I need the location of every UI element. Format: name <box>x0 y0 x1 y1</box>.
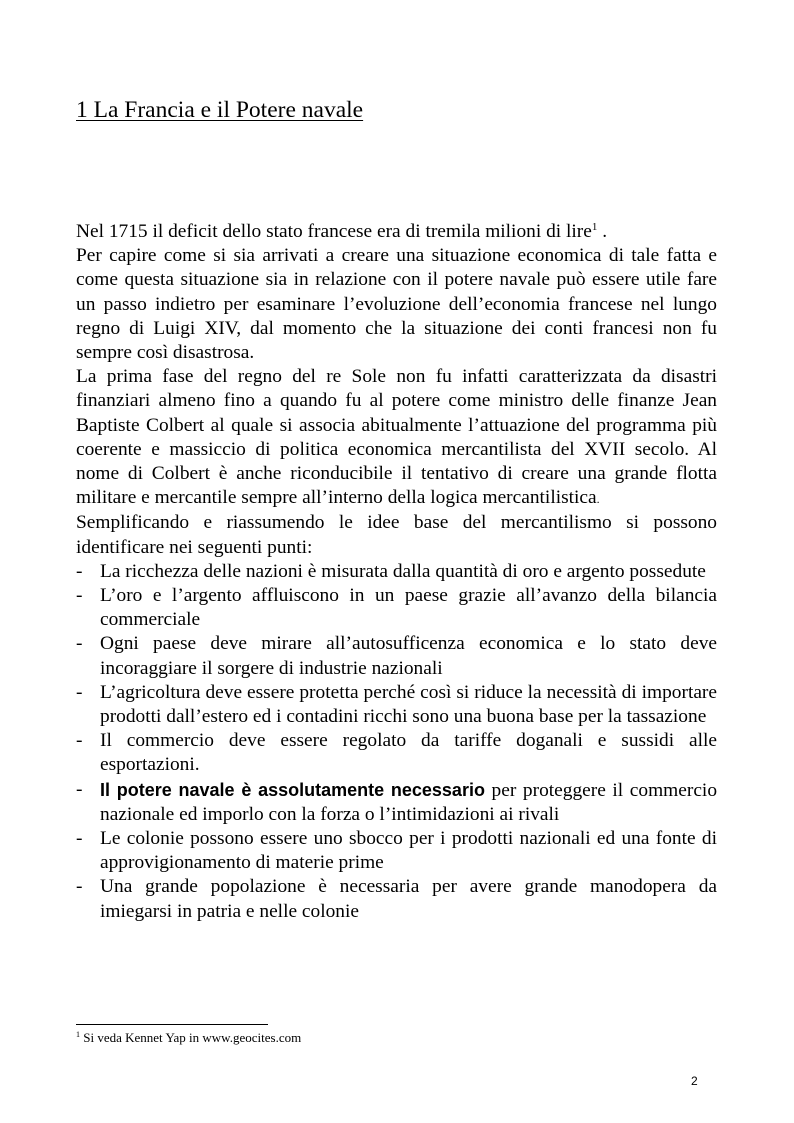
list-item <box>76 875 717 923</box>
list-dash: - <box>76 730 83 752</box>
list-dash: - <box>76 778 83 800</box>
list-item-text: Una grande popolazione è necessaria per avere grande manodopera da imiegarsi in patria e nelle colonie <box>100 876 717 922</box>
list-item-text: L’agricoltura deve essere protetta perché così si riduce la necessità di importare prodotti dall’estero ed i contadini ricchi sono una buona base per la tassazione <box>100 681 717 728</box>
footnote <box>76 1030 301 1046</box>
list-item-emphasis <box>76 778 717 827</box>
list-dash: - <box>76 681 83 703</box>
list-item <box>76 584 717 632</box>
paragraph <box>76 365 717 511</box>
intro-end: . <box>597 221 608 242</box>
list-item-text: Le colonie possono essere uno sbocco per i prodotti nazionali ed una fonte di approvigionamento di materie prime <box>100 828 717 874</box>
list-item <box>76 729 717 777</box>
mercantilism-points-list <box>76 560 717 924</box>
footnote-separator <box>76 1024 268 1025</box>
intro-paragraph <box>76 220 717 244</box>
bold-phrase: Il potere navale è assolutamente necessario <box>100 779 485 800</box>
footnote-text: Si veda Kennet Yap in www.geocites.com <box>80 1030 302 1045</box>
list-item-text: L’oro e l’argento affluiscono in un paese grazie all’avanzo della bilancia commerciale <box>100 585 717 631</box>
page-number: 2 <box>691 1074 698 1088</box>
list-intro: Semplificando e riassumendo le idee base del mercantilismo si possono identificare nei seguenti punti: <box>76 512 717 558</box>
list-item <box>76 632 717 680</box>
body-text <box>76 220 717 924</box>
list-item-text: Il commercio deve essere regolato da tariffe doganali e sussidi alle esportazioni. <box>100 730 717 776</box>
list-dash: - <box>76 585 83 607</box>
paragraph-end-dot: . <box>596 492 600 507</box>
list-item-text: Ogni paese deve mirare all’autosufficenza economica e lo stato deve incoraggiare il sorgere di industrie nazionali <box>100 633 717 679</box>
paragraph: Per capire come si sia arrivati a creare una situazione economica di tale fatta e come questa situazione sia in relazione con il potere navale può essere utile fare un passo indietro per esaminare l’evoluzione dell’economia francese nel lungo regno di Luigi XIV, dal momento che la situazione dei conti francesi non fu sempre così disastrosa. <box>76 245 717 364</box>
list-dash: - <box>76 633 83 655</box>
footnote-number: 1 <box>76 1030 80 1039</box>
intro-text: Nel 1715 il deficit dello stato francese era di tremila milioni di lire <box>76 221 592 242</box>
list-item <box>76 681 717 729</box>
paragraph-text: La prima fase del regno del re Sole non fu infatti caratterizzata da disastri finanziari almeno fino a quando fu al potere come ministro delle finanze Jean Baptiste Colbert al quale si associa abitualmente l’attuazione del programma più coerente e massiccio di politica economica mercantilista del XVII secolo. Al nome di Colbert è anche riconducibile il tentativo di creare una grande flotta militare e mercantile sempre all’interno della logica mercantilistica <box>76 366 717 509</box>
list-dash: - <box>76 560 83 582</box>
list-item-text: La ricchezza delle nazioni è misurata dalla quantità di oro e argento possedute <box>100 560 706 582</box>
footnote-reference[interactable]: 1 <box>591 221 598 233</box>
list-item <box>76 827 717 875</box>
list-item-text: per proteggere il commercio nazionale ed imporlo con la forza o l’intimidazioni ai rivali <box>100 779 718 825</box>
list-dash: - <box>76 828 83 850</box>
list-item <box>76 560 717 584</box>
list-dash: - <box>76 876 83 898</box>
section-heading: 1 La Francia e il Potere navale <box>76 97 364 123</box>
